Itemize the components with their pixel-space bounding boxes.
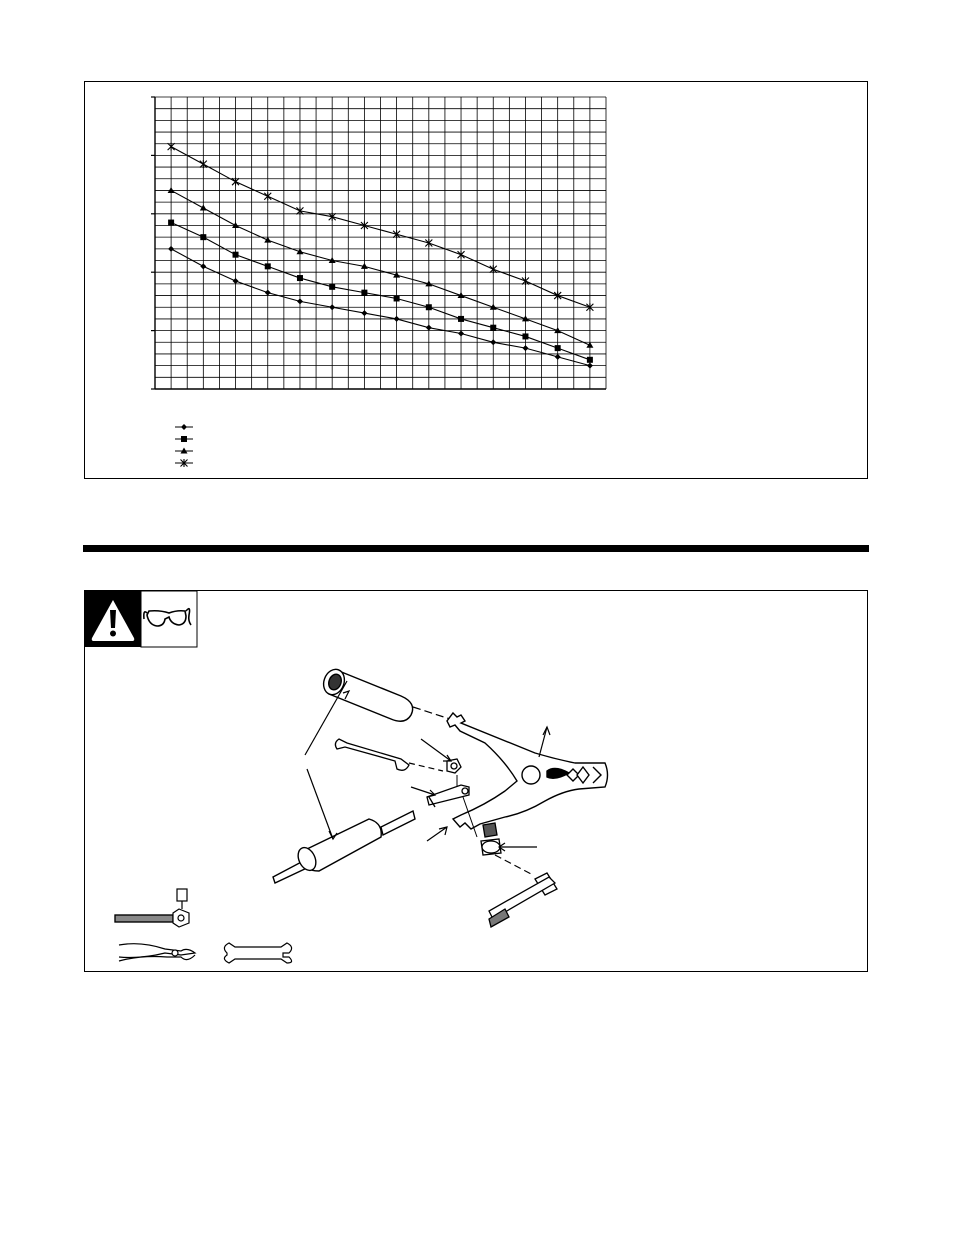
data-point — [329, 284, 335, 290]
pliers-icon — [119, 944, 195, 961]
data-point — [233, 278, 239, 284]
data-point — [200, 263, 206, 269]
cable-boot-upper — [320, 666, 412, 721]
data-point — [587, 357, 593, 363]
data-point — [555, 354, 561, 360]
legend-swatch-marker — [181, 436, 187, 442]
data-point — [297, 298, 303, 304]
data-point — [490, 325, 496, 331]
diagram-frame — [84, 590, 868, 972]
data-point — [232, 222, 239, 228]
open-end-wrench-icon — [224, 943, 291, 963]
data-point — [200, 160, 207, 168]
data-point — [587, 363, 593, 369]
chart-frame — [84, 81, 868, 479]
data-point — [200, 204, 207, 210]
data-point — [490, 265, 497, 273]
open-end-wrench-icon — [335, 739, 409, 770]
data-point — [394, 295, 400, 301]
hex-bolt — [481, 823, 501, 855]
data-point — [297, 275, 303, 281]
data-point — [265, 263, 271, 269]
legend-swatch-marker — [181, 424, 187, 430]
data-point — [458, 331, 464, 337]
data-point — [490, 339, 496, 345]
data-point — [426, 304, 432, 310]
data-point — [168, 246, 174, 252]
data-point — [200, 234, 206, 240]
data-point — [361, 290, 367, 296]
data-point — [393, 230, 400, 238]
data-point — [233, 252, 239, 258]
line-chart — [85, 82, 869, 480]
data-point — [168, 187, 175, 193]
data-point — [522, 277, 529, 285]
data-point — [394, 316, 400, 322]
data-point — [555, 345, 561, 351]
data-point — [232, 178, 239, 186]
clamp-jaw — [447, 713, 608, 829]
data-point — [168, 220, 174, 226]
data-point — [425, 239, 432, 247]
torque-ratchet-icon — [115, 889, 189, 927]
data-point — [522, 345, 528, 351]
clamp-assembly-diagram — [85, 591, 869, 973]
data-point — [458, 251, 465, 259]
ratchet-wrench-icon — [489, 873, 557, 927]
cable-boot-lower — [273, 811, 415, 883]
data-point — [426, 325, 432, 331]
data-point — [265, 290, 271, 296]
data-point — [168, 143, 175, 151]
data-point — [522, 333, 528, 339]
data-point — [329, 304, 335, 310]
data-point — [458, 316, 464, 322]
section-divider — [83, 545, 869, 552]
data-point — [264, 192, 271, 200]
data-point — [361, 310, 367, 316]
